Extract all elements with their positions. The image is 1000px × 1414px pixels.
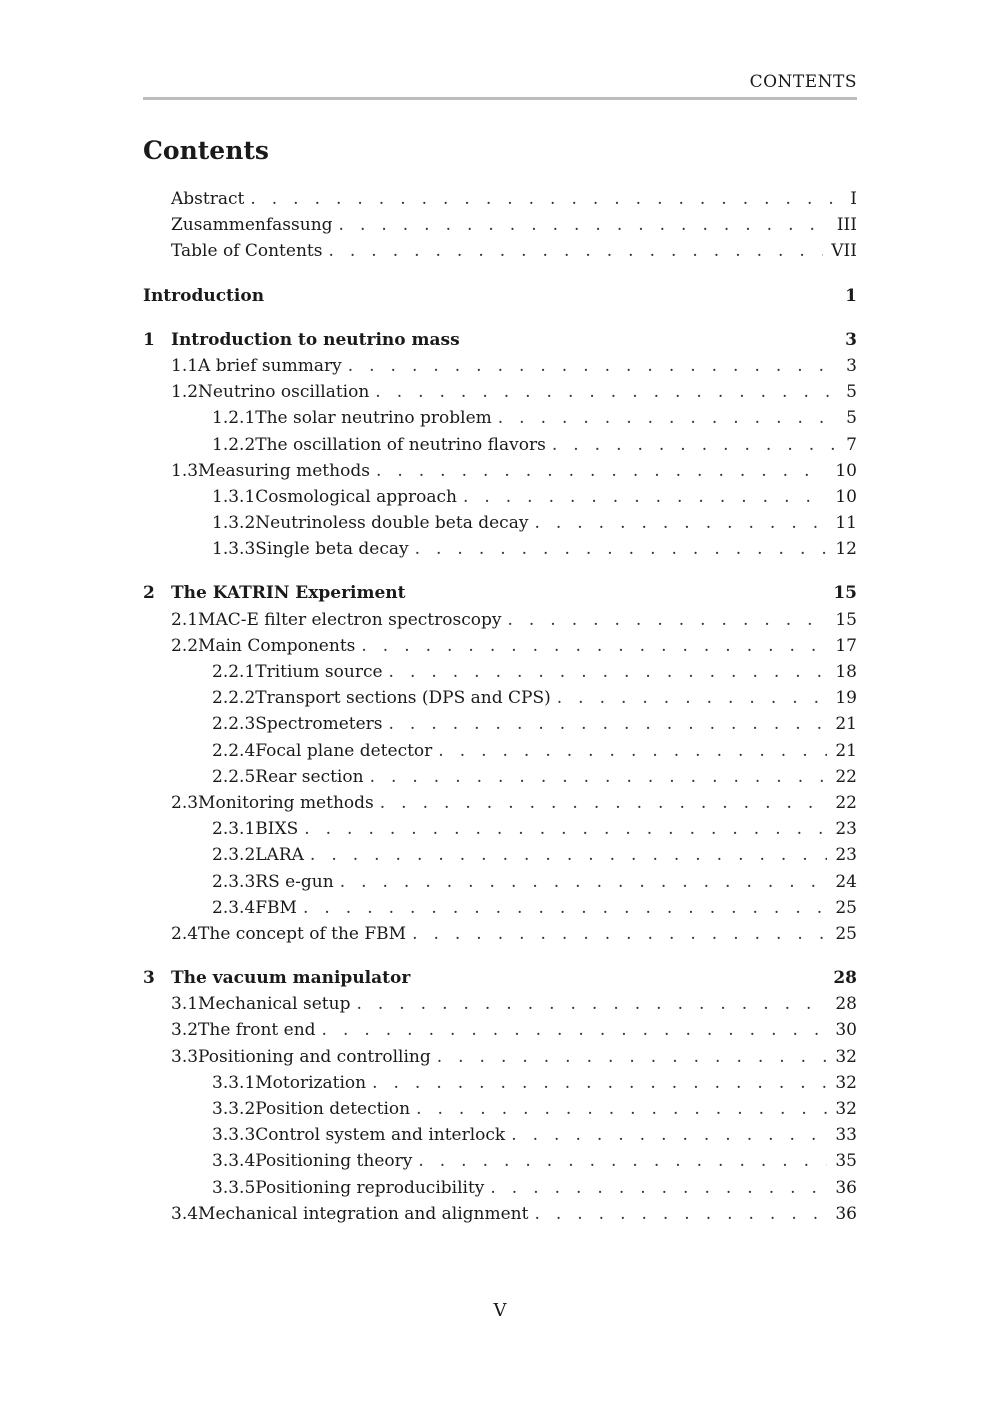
toc-entry-abstract[interactable] — [143, 186, 857, 212]
toc-subsection-3-3-3[interactable] — [143, 1122, 857, 1148]
toc-subsection-page: 24 — [835, 871, 857, 892]
dot-leader — [303, 895, 827, 921]
toc-subsection-number: 1.3.2 — [212, 513, 256, 534]
toc-subsection-title: Spectrometers — [255, 714, 383, 735]
header-rule — [143, 97, 857, 100]
toc-subsection-page: 21 — [835, 740, 857, 761]
toc-section-2-1[interactable] — [143, 607, 857, 633]
toc-subsection-title: Transport sections (DPS and CPS) — [255, 688, 551, 709]
table-of-contents — [143, 186, 857, 1227]
dot-leader — [490, 1175, 827, 1201]
toc-subsection-1-2-2[interactable] — [143, 432, 857, 458]
dot-leader — [498, 405, 835, 431]
toc-subsection-number: 2.2.5 — [212, 766, 256, 787]
toc-section-title: Mechanical setup — [198, 994, 351, 1015]
toc-subsection-2-2-4[interactable] — [143, 738, 857, 764]
toc-subsection-number: 3.3.3 — [212, 1125, 256, 1146]
toc-section-1-2[interactable] — [143, 379, 857, 405]
toc-subsection-title: FBM — [255, 897, 297, 918]
toc-subsection-title: Neutrinoless double beta decay — [255, 513, 529, 534]
toc-subsection-number: 3.3.5 — [212, 1177, 256, 1198]
dot-leader — [438, 738, 827, 764]
toc-entry-page: III — [836, 215, 857, 236]
toc-section-2-4[interactable] — [143, 921, 857, 947]
toc-entry-page: VII — [831, 241, 857, 262]
dot-leader — [304, 816, 827, 842]
toc-subsection-page: 19 — [835, 688, 857, 709]
toc-section-page: 25 — [835, 923, 857, 944]
toc-chapter-number: 1 — [143, 329, 155, 350]
dot-leader — [557, 685, 828, 711]
toc-chapter-title: Introduction — [143, 285, 265, 306]
toc-section-page: 36 — [835, 1203, 857, 1224]
toc-subsection-3-3-4[interactable] — [143, 1148, 857, 1174]
dot-leader — [507, 607, 827, 633]
toc-subsection-number: 2.3.1 — [212, 819, 256, 840]
dot-leader — [348, 353, 835, 379]
toc-section-title: Main Components — [198, 635, 356, 656]
toc-subsection-page: 36 — [835, 1177, 857, 1198]
toc-section-page: 5 — [846, 382, 857, 403]
toc-subsection-number: 1.3.3 — [212, 539, 256, 560]
toc-subsection-number: 2.2.3 — [212, 714, 256, 735]
toc-subsection-page: 23 — [835, 845, 857, 866]
dot-leader — [415, 536, 828, 562]
toc-section-title: Mechanical integration and alignment — [198, 1203, 529, 1224]
dot-leader — [534, 510, 827, 536]
toc-subsection-number: 1.3.1 — [212, 486, 256, 507]
toc-section-2-2[interactable] — [143, 633, 857, 659]
toc-chapter-number: 2 — [143, 583, 155, 604]
toc-subsection-title: Motorization — [255, 1072, 367, 1093]
toc-subsection-title: BIXS — [255, 819, 299, 840]
toc-section-page: 10 — [835, 460, 857, 481]
toc-subsection-2-2-5[interactable] — [143, 764, 857, 790]
toc-subsection-page: 18 — [835, 662, 857, 682]
dot-leader — [370, 764, 828, 790]
toc-section-title: Monitoring methods — [198, 792, 374, 813]
toc-section-title: MAC-E filter electron spectroscopy — [198, 609, 502, 630]
toc-subsection-title: The solar neutrino problem — [255, 408, 492, 429]
toc-section-number: 1.3 — [171, 460, 199, 481]
toc-subsection-title: Cosmological approach — [255, 486, 457, 507]
toc-chapter-title: Introduction to neutrino mass — [171, 329, 460, 350]
dot-leader — [437, 1044, 828, 1070]
toc-section-page: 32 — [835, 1046, 857, 1067]
toc-subsection-1-3-2[interactable] — [143, 510, 857, 536]
toc-subsection-title: Rear section — [255, 766, 364, 787]
toc-section-title: Neutrino oscillation — [198, 382, 370, 403]
toc-entry-title: Abstract — [171, 189, 245, 209]
toc-section-title: Positioning and controlling — [198, 1046, 431, 1067]
toc-chapter-page: 1 — [845, 285, 857, 306]
dot-leader — [375, 379, 835, 405]
toc-subsection-page: 23 — [835, 819, 857, 840]
dot-leader — [418, 1148, 827, 1174]
toc-subsection-title: Tritium source — [255, 662, 383, 682]
toc-subsection-title: Position detection — [255, 1099, 411, 1119]
toc-subsection-page: 33 — [835, 1125, 857, 1146]
toc-section-1-1[interactable] — [143, 353, 857, 379]
page-title: Contents — [143, 136, 270, 165]
dot-leader — [416, 1096, 827, 1122]
toc-subsection-1-2-1[interactable] — [143, 405, 857, 431]
toc-section-3-4[interactable] — [143, 1201, 857, 1227]
toc-section-number: 3.2 — [171, 1020, 199, 1041]
toc-section-page: 28 — [835, 994, 857, 1015]
toc-subsection-number: 2.2.4 — [212, 740, 256, 761]
toc-subsection-page: 22 — [835, 766, 857, 787]
toc-entry-zusammenfassung[interactable] — [143, 212, 857, 238]
dot-leader — [372, 1070, 827, 1096]
toc-section-3-1[interactable] — [143, 991, 857, 1017]
toc-subsection-number: 3.3.1 — [212, 1072, 256, 1093]
dot-leader — [552, 432, 835, 458]
toc-subsection-2-3-2[interactable] — [143, 842, 857, 868]
toc-chapter-title: The KATRIN Experiment — [171, 583, 406, 604]
toc-chapter-3[interactable] — [143, 965, 857, 991]
toc-subsection-page: 5 — [846, 408, 857, 429]
toc-section-title: The concept of the FBM — [198, 923, 407, 944]
toc-subsection-1-3-1[interactable] — [143, 484, 857, 510]
toc-subsection-title: Single beta decay — [255, 539, 409, 560]
toc-subsection-2-2-1[interactable] — [143, 659, 857, 685]
toc-section-title: Measuring methods — [198, 460, 370, 481]
toc-subsection-number: 2.2.2 — [212, 688, 256, 709]
toc-subsection-number: 2.2.1 — [212, 662, 256, 682]
toc-section-page: 17 — [835, 635, 857, 656]
toc-section-page: 15 — [835, 609, 857, 630]
toc-subsection-page: 7 — [846, 434, 857, 455]
toc-subsection-number: 3.3.4 — [212, 1151, 256, 1172]
page-number: V — [493, 1300, 507, 1321]
dot-leader — [412, 921, 827, 947]
toc-section-page: 30 — [835, 1020, 857, 1041]
dot-leader — [534, 1201, 827, 1227]
toc-subsection-title: LARA — [255, 845, 304, 866]
toc-subsection-title: Focal plane detector — [255, 740, 433, 761]
toc-section-title: The front end — [198, 1020, 316, 1041]
toc-section-title: A brief summary — [198, 355, 342, 376]
dot-leader — [328, 238, 823, 264]
toc-subsection-page: 12 — [835, 539, 857, 560]
dot-leader — [361, 633, 827, 659]
toc-entry-table-of-contents[interactable] — [143, 238, 857, 264]
toc-subsection-2-2-3[interactable] — [143, 711, 857, 737]
running-header: CONTENTS — [749, 72, 857, 92]
toc-entry-title: Table of Contents — [171, 241, 323, 262]
toc-chapter-page: 15 — [833, 583, 857, 604]
toc-chapter-2[interactable] — [143, 580, 857, 606]
toc-subsection-number: 1.2.2 — [212, 434, 256, 455]
dot-leader — [511, 1122, 827, 1148]
toc-section-2-3[interactable] — [143, 790, 857, 816]
toc-subsection-number: 2.3.3 — [212, 871, 256, 892]
dot-leader — [463, 484, 827, 510]
toc-subsection-3-3-2[interactable] — [143, 1096, 857, 1122]
toc-subsection-title: Positioning theory — [255, 1151, 413, 1172]
toc-subsection-number: 2.3.2 — [212, 845, 256, 866]
toc-section-number: 2.1 — [171, 609, 199, 630]
toc-section-number: 3.4 — [171, 1203, 199, 1224]
toc-section-number: 2.3 — [171, 792, 199, 813]
dot-leader — [310, 842, 827, 868]
toc-subsection-page: 35 — [835, 1151, 857, 1172]
toc-subsection-page: 21 — [835, 714, 857, 735]
toc-section-number: 3.3 — [171, 1046, 199, 1067]
toc-chapter-introduction[interactable] — [143, 283, 857, 309]
toc-subsection-title: The oscillation of neutrino flavors — [255, 434, 546, 455]
dot-leader — [389, 711, 828, 737]
toc-subsection-page: 10 — [835, 486, 857, 507]
toc-subsection-number: 1.2.1 — [212, 408, 256, 429]
toc-section-3-3[interactable] — [143, 1044, 857, 1070]
toc-subsection-title: Positioning reproducibility — [255, 1177, 485, 1198]
toc-subsection-page: 32 — [835, 1099, 857, 1119]
toc-section-number: 3.1 — [171, 994, 199, 1015]
toc-section-1-3[interactable] — [143, 458, 857, 484]
toc-subsection-2-3-3[interactable] — [143, 869, 857, 895]
toc-chapter-page: 28 — [833, 968, 857, 989]
toc-subsection-title: RS e-gun — [255, 871, 334, 892]
dot-leader — [380, 790, 828, 816]
toc-section-page: 22 — [835, 792, 857, 813]
toc-section-page: 3 — [846, 355, 857, 376]
dot-leader — [356, 991, 827, 1017]
toc-subsection-2-2-2[interactable] — [143, 685, 857, 711]
toc-chapter-number: 3 — [143, 968, 155, 989]
toc-section-3-2[interactable] — [143, 1017, 857, 1043]
toc-subsection-number: 3.3.2 — [212, 1099, 256, 1119]
toc-subsection-3-3-5[interactable] — [143, 1175, 857, 1201]
toc-entry-page: I — [850, 189, 857, 209]
dot-leader — [389, 659, 828, 685]
toc-subsection-title: Control system and interlock — [255, 1125, 506, 1146]
toc-section-number: 2.4 — [171, 923, 199, 944]
dot-leader — [339, 212, 829, 238]
toc-subsection-2-3-1[interactable] — [143, 816, 857, 842]
toc-subsection-2-3-4[interactable] — [143, 895, 857, 921]
dot-leader — [340, 869, 828, 895]
toc-subsection-1-3-3[interactable] — [143, 536, 857, 562]
toc-subsection-3-3-1[interactable] — [143, 1070, 857, 1096]
dot-leader — [322, 1017, 828, 1043]
toc-entry-title: Zusammenfassung — [171, 215, 333, 236]
toc-subsection-page: 32 — [835, 1072, 857, 1093]
toc-chapter-page: 3 — [845, 329, 857, 350]
dot-leader — [376, 458, 827, 484]
toc-subsection-page: 11 — [835, 513, 857, 534]
toc-section-number: 1.1 — [171, 355, 199, 376]
toc-subsection-page: 25 — [835, 897, 857, 918]
toc-chapter-title: The vacuum manipulator — [171, 968, 411, 989]
dot-leader — [250, 186, 835, 212]
toc-section-number: 1.2 — [171, 382, 199, 403]
toc-section-number: 2.2 — [171, 635, 199, 656]
toc-chapter-1[interactable] — [143, 327, 857, 353]
toc-subsection-number: 2.3.4 — [212, 897, 256, 918]
